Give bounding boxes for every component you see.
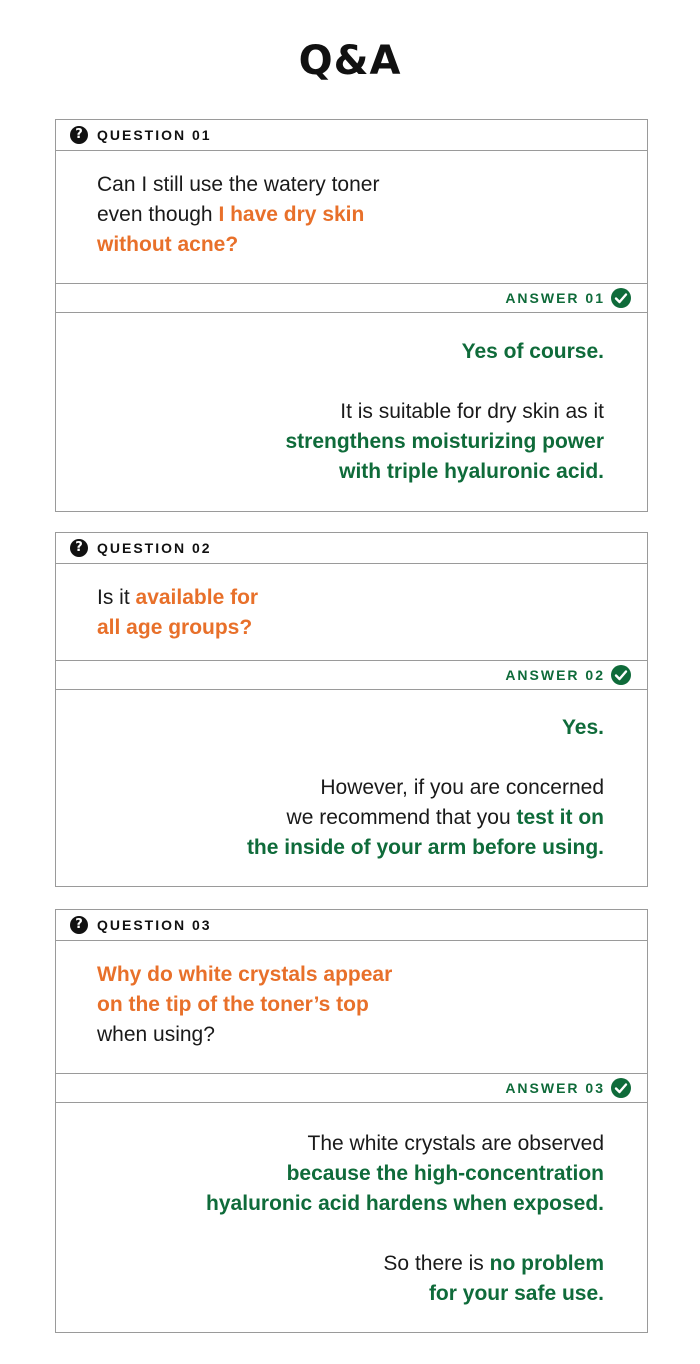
answer-label: ANSWER 03	[505, 1080, 605, 1096]
answer-header	[56, 283, 647, 313]
question-circle-icon: ?	[70, 126, 88, 144]
check-circle-icon	[611, 1078, 631, 1098]
question-circle-icon: ?	[70, 916, 88, 934]
question-text: Why do white crystals appear on the tip of the toner’s top when using?	[97, 963, 393, 1046]
answer-text: The white crystals are observed because the high-concentration hyaluronic acid hardens when exposed. So there is no problem for your safe use.	[206, 1132, 604, 1305]
question-label: QUESTION 03	[97, 917, 212, 933]
page-title: Q&A	[298, 38, 402, 84]
answer-header	[56, 1073, 647, 1103]
question-text: Can I still use the watery toner even though I have dry skin without acne?	[97, 173, 380, 256]
answer-label: ANSWER 02	[505, 667, 605, 683]
question-label: QUESTION 02	[97, 540, 212, 556]
qa-card-3	[55, 909, 648, 1333]
question-circle-icon: ?	[70, 539, 88, 557]
question-text: Is it available for all age groups?	[97, 586, 259, 639]
answer-text: Yes. However, if you are concerned we recommend that you test it on the inside of your arm before using.	[246, 716, 604, 859]
answer-header	[56, 660, 647, 690]
question-header	[56, 120, 647, 151]
question-label: QUESTION 01	[97, 127, 212, 143]
answer-text: Yes of course. It is suitable for dry skin as it strengthens moisturizing power with triple hyaluronic acid.	[285, 340, 604, 483]
qa-card-2	[55, 532, 648, 887]
question-header	[56, 910, 647, 941]
question-header	[56, 533, 647, 564]
check-circle-icon	[611, 288, 631, 308]
qa-card-1	[55, 119, 648, 512]
answer-label: ANSWER 01	[505, 290, 605, 306]
check-circle-icon	[611, 665, 631, 685]
